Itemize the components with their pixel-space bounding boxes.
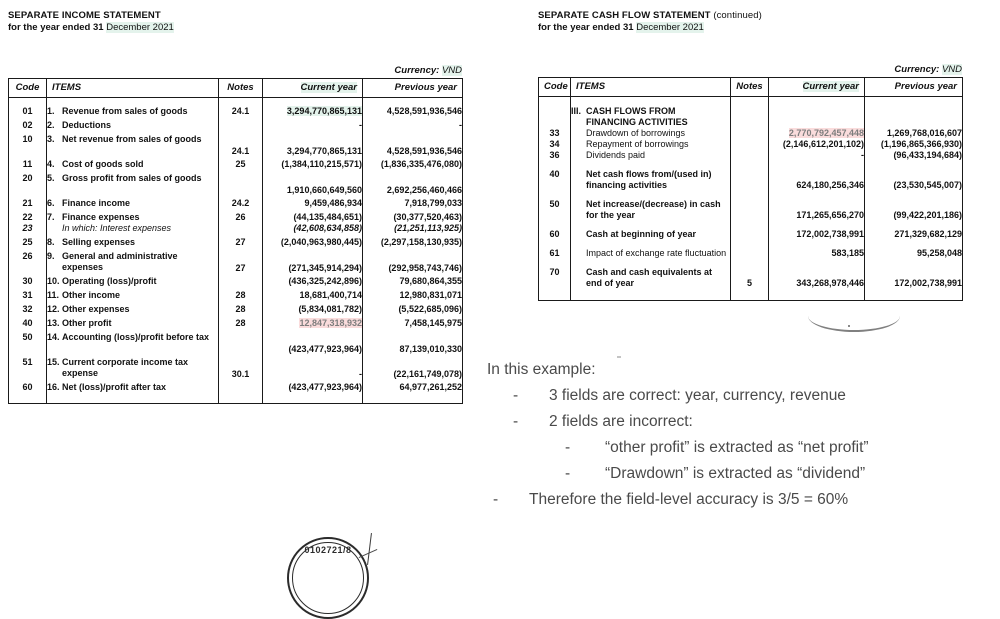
row-notes	[219, 273, 263, 287]
cash-section-line1: CASH FLOWS FROM	[586, 106, 676, 116]
table-row	[9, 98, 463, 118]
row-notes: 30.1	[219, 354, 263, 379]
row-item	[47, 329, 219, 354]
row-notes: 5	[731, 259, 769, 301]
row-code: 34	[539, 139, 571, 150]
row-number: 11.	[47, 290, 60, 300]
row-item	[571, 191, 731, 221]
row-previous: 87,139,010,330	[363, 329, 463, 354]
row-label: Drawdown of borrowings	[586, 128, 686, 138]
bullet-dash: -	[565, 465, 571, 482]
row-previous: 172,002,738,991	[865, 259, 963, 301]
row-previous: (30,377,520,463)	[363, 209, 463, 223]
row-item	[571, 150, 731, 161]
separate-income-statement-panel	[8, 10, 470, 404]
scan-arc-artifact	[808, 300, 900, 332]
row-code: 36	[539, 150, 571, 161]
row-code: 40	[9, 315, 47, 329]
row-code: 20	[9, 170, 47, 195]
bullet-text: Therefore the field-level accuracy is 3/5 = 60%	[529, 491, 849, 508]
row-label: Other expenses	[62, 304, 130, 314]
table-row	[539, 139, 963, 150]
row-current	[263, 98, 363, 118]
income-statement-title: SEPARATE INCOME STATEMENT	[8, 10, 161, 21]
table-row	[9, 379, 463, 404]
row-item	[47, 223, 219, 234]
row-label: Cash at beginning of year	[586, 229, 697, 239]
row-previous: (21,251,113,925)	[363, 223, 463, 234]
row-notes: 28	[219, 287, 263, 301]
cash-table-header-row	[539, 78, 963, 97]
income-col-previous: Previous year	[363, 79, 463, 98]
row-previous: 64,977,261,252	[363, 379, 463, 404]
row-number: 9.	[47, 251, 55, 261]
income-col-code: Code	[9, 79, 47, 98]
row-previous: (2,297,158,130,935)	[363, 234, 463, 248]
row-number: 2.	[47, 120, 55, 130]
table-row	[9, 315, 463, 329]
row-number: 8.	[47, 237, 55, 247]
cash-subtitle-date-highlight: December 2021	[636, 21, 704, 33]
annotation-intro: In this example:	[487, 361, 596, 378]
row-notes	[731, 221, 769, 240]
row-code: 50	[539, 191, 571, 221]
row-item	[47, 209, 219, 223]
table-row	[539, 191, 963, 221]
row-previous: (23,530,545,007)	[865, 161, 963, 191]
row-previous: 1,269,768,016,607	[865, 128, 963, 139]
table-row	[9, 354, 463, 379]
separate-cash-flow-statement-panel	[538, 10, 962, 301]
row-number: 15.	[47, 357, 60, 367]
row-label: Selling expenses	[62, 237, 136, 247]
cash-flow-statement-subtitle	[538, 22, 962, 34]
row-item	[47, 170, 219, 195]
row-current: (42,608,634,858)	[263, 223, 363, 234]
row-label: Impact of exchange rate fluctuation	[586, 248, 727, 258]
row-notes: 28	[219, 301, 263, 315]
income-currency-line	[8, 65, 462, 76]
bullet-text: 2 fields are incorrect:	[549, 413, 693, 430]
row-notes: 27	[219, 248, 263, 273]
row-previous: (1,196,865,366,930)	[865, 139, 963, 150]
row-item	[571, 161, 731, 191]
annotation-bullet-1	[487, 383, 992, 409]
pen-stroke-vertical	[367, 533, 372, 565]
row-label: Gross profit from sales of goods	[62, 173, 202, 183]
row-current: 583,185	[769, 240, 865, 259]
row-label: Deductions	[62, 120, 112, 130]
cash-col-current	[769, 78, 865, 97]
row-code: 02	[9, 117, 47, 131]
row-notes	[219, 329, 263, 354]
bullet-dash: -	[565, 439, 571, 456]
row-code: 60	[9, 379, 47, 404]
row-number: 14.	[47, 332, 60, 342]
row-previous: -	[363, 117, 463, 131]
scan-speck	[617, 356, 621, 358]
row-previous: 95,258,048	[865, 240, 963, 259]
row-current: (5,834,081,782)	[263, 301, 363, 315]
cash-flow-statement-title	[538, 10, 962, 22]
row-code: 26	[9, 248, 47, 273]
table-row	[539, 161, 963, 191]
cash-col-notes: Notes	[731, 78, 769, 97]
row-notes: 24.1	[219, 131, 263, 156]
row-notes: 24.1	[219, 98, 263, 118]
row-previous: 4,528,591,936,546	[363, 131, 463, 156]
row-label: Current corporate income tax expense	[62, 357, 189, 378]
row-label: Accounting (loss)/profit before tax	[62, 332, 210, 342]
row-current: (423,477,923,964)	[263, 329, 363, 354]
row-item	[47, 248, 219, 273]
row-current: 624,180,256,346	[769, 161, 865, 191]
row-current: (2,146,612,201,102)	[769, 139, 865, 150]
row-code: 22	[9, 209, 47, 223]
row-item	[47, 287, 219, 301]
income-statement-table	[8, 78, 463, 404]
row-item	[47, 315, 219, 329]
cash-flow-title-main: SEPARATE CASH FLOW STATEMENT	[538, 10, 714, 21]
row-item	[47, 354, 219, 379]
row-label: Cash and cash equivalents at end of year	[586, 267, 713, 288]
bullet-text: “other profit” is extracted as “net profit”	[605, 439, 869, 456]
row-previous: 4,528,591,936,546	[363, 98, 463, 118]
table-row	[9, 223, 463, 234]
table-row	[9, 301, 463, 315]
row-previous: 12,980,831,071	[363, 287, 463, 301]
row-code: 01	[9, 98, 47, 118]
cash-section-line2: FINANCING ACTIVITIES	[586, 117, 688, 127]
table-row	[539, 259, 963, 301]
table-row	[9, 273, 463, 287]
row-number: 7.	[47, 212, 55, 222]
table-row	[539, 240, 963, 259]
row-code: 60	[539, 221, 571, 240]
row-current-value-error-highlight: 12,847,318,932	[299, 318, 362, 328]
row-current	[769, 128, 865, 139]
row-notes: 27	[219, 234, 263, 248]
cash-currency-label: Currency:	[894, 64, 942, 75]
row-code: 31	[9, 287, 47, 301]
row-number: 1.	[47, 106, 55, 116]
annotation-sub-bullet-2	[487, 461, 992, 487]
row-notes: 28	[219, 315, 263, 329]
row-current-value: 3,294,770,865,131	[286, 106, 362, 116]
row-code: 11	[9, 156, 47, 170]
row-label: Net revenue from sales of goods	[62, 134, 202, 144]
row-notes: 24.2	[219, 195, 263, 209]
row-previous: 271,329,682,129	[865, 221, 963, 240]
row-item	[47, 117, 219, 131]
row-code: 51	[9, 354, 47, 379]
row-label: Revenue from sales of goods	[62, 106, 188, 116]
row-previous: (1,836,335,476,080)	[363, 156, 463, 170]
row-current: 172,002,738,991	[769, 221, 865, 240]
row-current: (1,384,110,215,571)	[263, 156, 363, 170]
row-current-value-error-highlight: 2,770,792,457,448	[788, 128, 864, 138]
row-current: -	[769, 150, 865, 161]
row-item	[47, 301, 219, 315]
row-current: -	[263, 117, 363, 131]
row-previous: (5,522,685,096)	[363, 301, 463, 315]
cash-section-roman: III.	[571, 106, 582, 116]
row-notes	[219, 223, 263, 234]
row-notes	[731, 150, 769, 161]
row-label: Finance expenses	[62, 212, 140, 222]
row-current: 3,294,770,865,131	[263, 131, 363, 156]
stamp-text: 0102721/8	[304, 545, 352, 555]
row-code: 61	[539, 240, 571, 259]
table-row	[9, 195, 463, 209]
row-item	[47, 195, 219, 209]
row-item	[571, 240, 731, 259]
cash-section-header-row	[539, 97, 963, 129]
bullet-dash: -	[493, 491, 499, 508]
bullet-dash: -	[513, 413, 519, 430]
row-notes	[219, 379, 263, 404]
table-row	[9, 117, 463, 131]
row-code: 25	[9, 234, 47, 248]
row-previous: 7,458,145,975	[363, 315, 463, 329]
row-notes	[219, 170, 263, 195]
row-current: (271,345,914,294)	[263, 248, 363, 273]
cash-flow-statement-table	[538, 77, 963, 301]
row-code: 50	[9, 329, 47, 354]
bullet-text: “Drawdown” is extracted as “dividend”	[605, 465, 866, 482]
table-row	[9, 234, 463, 248]
cash-col-previous: Previous year	[865, 78, 963, 97]
income-col-notes: Notes	[219, 79, 263, 98]
row-notes	[731, 191, 769, 221]
row-previous: 7,918,799,033	[363, 195, 463, 209]
row-item	[47, 234, 219, 248]
row-number: 12.	[47, 304, 60, 314]
row-current: 18,681,400,714	[263, 287, 363, 301]
bullet-dash: -	[513, 387, 519, 404]
cash-col-code: Code	[539, 78, 571, 97]
row-code: 10	[9, 131, 47, 156]
row-item	[571, 259, 731, 301]
row-code: 23	[9, 223, 47, 234]
row-current: 9,459,486,934	[263, 195, 363, 209]
cash-currency-line	[538, 64, 962, 75]
row-code: 30	[9, 273, 47, 287]
income-col-current-label: Current year	[300, 82, 357, 93]
income-currency-label: Currency:	[394, 65, 442, 76]
cash-col-current-label: Current year	[802, 81, 859, 92]
row-previous: 2,692,256,460,466	[363, 170, 463, 195]
income-subtitle-prefix: for the year ended 31	[8, 21, 107, 33]
table-row	[9, 170, 463, 195]
row-current	[263, 315, 363, 329]
row-previous: 79,680,864,355	[363, 273, 463, 287]
cash-subtitle-prefix: for the year ended 31	[538, 21, 637, 33]
cash-col-items: ITEMS	[571, 78, 731, 97]
table-row	[9, 209, 463, 223]
row-item	[47, 98, 219, 118]
table-row	[9, 329, 463, 354]
cash-section-title	[571, 97, 731, 129]
row-label: Finance income	[62, 198, 131, 208]
row-code: 32	[9, 301, 47, 315]
row-item	[47, 273, 219, 287]
row-code: 21	[9, 195, 47, 209]
row-item	[47, 379, 219, 404]
row-previous: (96,433,194,684)	[865, 150, 963, 161]
table-row	[9, 131, 463, 156]
row-code: 70	[539, 259, 571, 301]
row-code: 40	[539, 161, 571, 191]
income-col-items: ITEMS	[47, 79, 219, 98]
annotation-note	[487, 357, 992, 513]
row-current: (436,325,242,896)	[263, 273, 363, 287]
row-item	[47, 131, 219, 156]
row-current: (2,040,963,980,445)	[263, 234, 363, 248]
income-table-header-row	[9, 79, 463, 98]
cash-flow-title-continued: (continued)	[713, 10, 762, 21]
row-label: Operating (loss)/profit	[62, 276, 157, 286]
income-col-current	[263, 79, 363, 98]
row-current: (423,477,923,964)	[263, 379, 363, 404]
row-notes	[731, 139, 769, 150]
row-previous: (292,958,743,746)	[363, 248, 463, 273]
row-item	[47, 156, 219, 170]
company-seal-stamp	[287, 537, 369, 619]
table-row	[9, 287, 463, 301]
row-number: 5.	[47, 173, 55, 183]
row-current: (44,135,484,651)	[263, 209, 363, 223]
row-notes	[731, 128, 769, 139]
row-current: 343,268,978,446	[769, 259, 865, 301]
row-label: Net (loss)/profit after tax	[62, 382, 167, 392]
row-label: Net increase/(decrease) in cash for the year	[586, 199, 721, 220]
row-notes	[731, 240, 769, 259]
row-label: General and administrative expenses	[62, 251, 178, 272]
row-label: Other income	[62, 290, 121, 300]
row-number: 13.	[47, 318, 60, 328]
row-label: In which: Interest expenses	[62, 223, 172, 233]
table-row	[9, 156, 463, 170]
row-label: Dividends paid	[586, 150, 646, 160]
bullet-text: 3 fields are correct: year, currency, revenue	[549, 387, 846, 404]
row-current: -	[263, 354, 363, 379]
table-row	[539, 221, 963, 240]
row-notes: 25	[219, 156, 263, 170]
row-label: Cost of goods sold	[62, 159, 144, 169]
row-current: 1,910,660,649,560	[263, 170, 363, 195]
row-item	[571, 221, 731, 240]
row-notes	[731, 161, 769, 191]
annotation-sub-bullet-1	[487, 435, 992, 461]
row-notes	[219, 117, 263, 131]
row-current: 171,265,656,270	[769, 191, 865, 221]
annotation-bullet-2	[487, 409, 992, 435]
row-number: 16.	[47, 382, 60, 392]
row-item	[571, 128, 731, 139]
row-number: 10.	[47, 276, 60, 286]
row-label: Other profit	[62, 318, 112, 328]
row-code: 33	[539, 128, 571, 139]
row-label: Net cash flows from/(used in) financing activities	[586, 169, 712, 190]
income-statement-subtitle	[8, 22, 470, 34]
income-subtitle-date-highlight: December 2021	[106, 21, 174, 33]
scan-speck	[848, 325, 850, 327]
table-row	[539, 150, 963, 161]
row-label: Repayment of borrowings	[586, 139, 689, 149]
cash-currency-value: VND	[941, 64, 962, 75]
income-currency-value: VND	[441, 65, 462, 76]
row-item	[571, 139, 731, 150]
table-row	[539, 128, 963, 139]
table-row	[9, 248, 463, 273]
row-number: 4.	[47, 159, 55, 169]
annotation-bullet-3	[487, 487, 992, 513]
row-number: 3.	[47, 134, 55, 144]
row-previous: (99,422,201,186)	[865, 191, 963, 221]
row-previous: (22,161,749,078)	[363, 354, 463, 379]
row-number: 6.	[47, 198, 55, 208]
row-notes: 26	[219, 209, 263, 223]
